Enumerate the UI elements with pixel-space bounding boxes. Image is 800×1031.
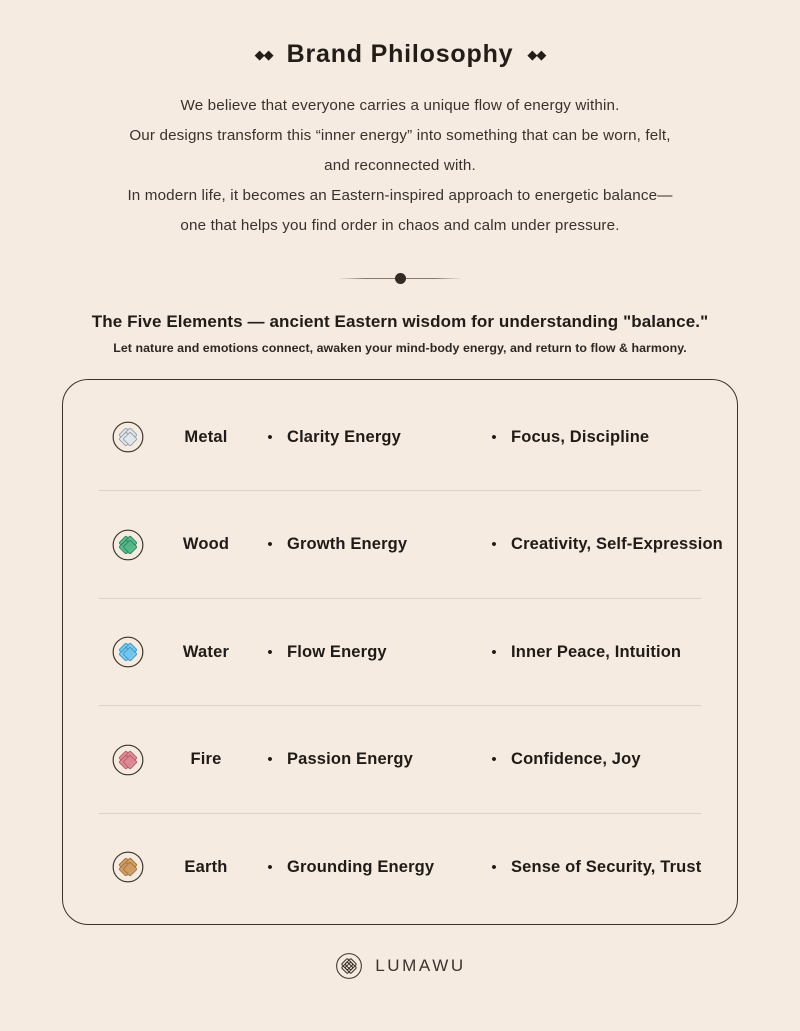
bullet-separator: • <box>267 428 273 446</box>
page-title: Brand Philosophy <box>286 40 514 68</box>
intro-line: one that helps you find order in chaos and calm under pressure. <box>180 217 620 234</box>
page-title-row <box>255 40 546 69</box>
element-energy: Grounding Energy <box>287 857 435 876</box>
bullet-separator: • <box>267 536 273 553</box>
bullet-separator: • <box>267 643 273 661</box>
element-name: Metal <box>184 427 228 446</box>
element-traits: Sense of Security, Trust <box>511 857 702 876</box>
element-energy: Passion Energy <box>287 750 413 768</box>
bullet-separator: • <box>491 536 497 553</box>
element-row[interactable] <box>97 394 703 480</box>
footer-brand <box>334 951 466 981</box>
divider-dot-icon <box>395 273 406 284</box>
element-name: Fire <box>190 750 222 768</box>
five-elements-card <box>62 379 738 925</box>
element-row[interactable] <box>97 609 703 695</box>
bullet-separator: • <box>491 751 497 768</box>
diamond-ornament-right-icon: ◆◆ <box>527 47 546 62</box>
element-traits: Focus, Discipline <box>511 427 650 446</box>
bullet-separator: • <box>491 643 497 661</box>
intro-line: We believe that everyone carries a unique flow of energy within. <box>180 97 620 114</box>
row-separator <box>99 598 701 599</box>
element-energy: Growth Energy <box>287 535 408 553</box>
intro-line: and reconnected with. <box>324 157 476 174</box>
row-separator <box>99 705 701 706</box>
section-title: The Five Elements — ancient Eastern wisdom for understanding "balance." <box>91 312 709 331</box>
section-heading <box>70 310 730 357</box>
bullet-separator: • <box>491 428 497 446</box>
element-icon-fire <box>97 742 159 778</box>
element-row[interactable] <box>97 824 703 910</box>
diamond-ornament-left-icon: ◆◆ <box>254 47 273 62</box>
row-separator <box>99 490 701 491</box>
lumawu-logo-icon <box>334 951 364 981</box>
element-icon-earth <box>97 849 159 885</box>
element-row[interactable] <box>97 717 703 803</box>
element-row[interactable] <box>97 502 723 588</box>
section-subtitle: Let nature and emotions connect, awaken your mind-body energy, and return to flow & harmony. <box>113 341 687 355</box>
element-traits: Confidence, Joy <box>511 750 641 768</box>
intro-paragraph <box>50 91 750 241</box>
bullet-separator: • <box>267 751 273 768</box>
intro-line: In modern life, it becomes an Eastern-inspired approach to energetic balance— <box>127 187 673 204</box>
dot-divider <box>338 271 462 285</box>
element-name: Wood <box>182 535 230 553</box>
element-traits: Creativity, Self-Expression <box>511 535 723 553</box>
element-energy: Flow Energy <box>287 642 387 661</box>
element-traits: Inner Peace, Intuition <box>511 642 682 661</box>
footer-brand-name: LUMAWU <box>375 956 466 975</box>
bullet-separator: • <box>491 858 497 876</box>
element-icon-water <box>97 634 159 670</box>
element-icon-wood <box>97 527 159 563</box>
row-separator <box>99 813 701 814</box>
element-energy: Clarity Energy <box>287 427 401 446</box>
bullet-separator: • <box>267 858 273 876</box>
element-name: Earth <box>184 857 228 876</box>
element-icon-metal <box>97 419 159 455</box>
intro-line: Our designs transform this “inner energy” into something that can be worn, felt, <box>129 127 671 144</box>
element-name: Water <box>182 642 230 661</box>
